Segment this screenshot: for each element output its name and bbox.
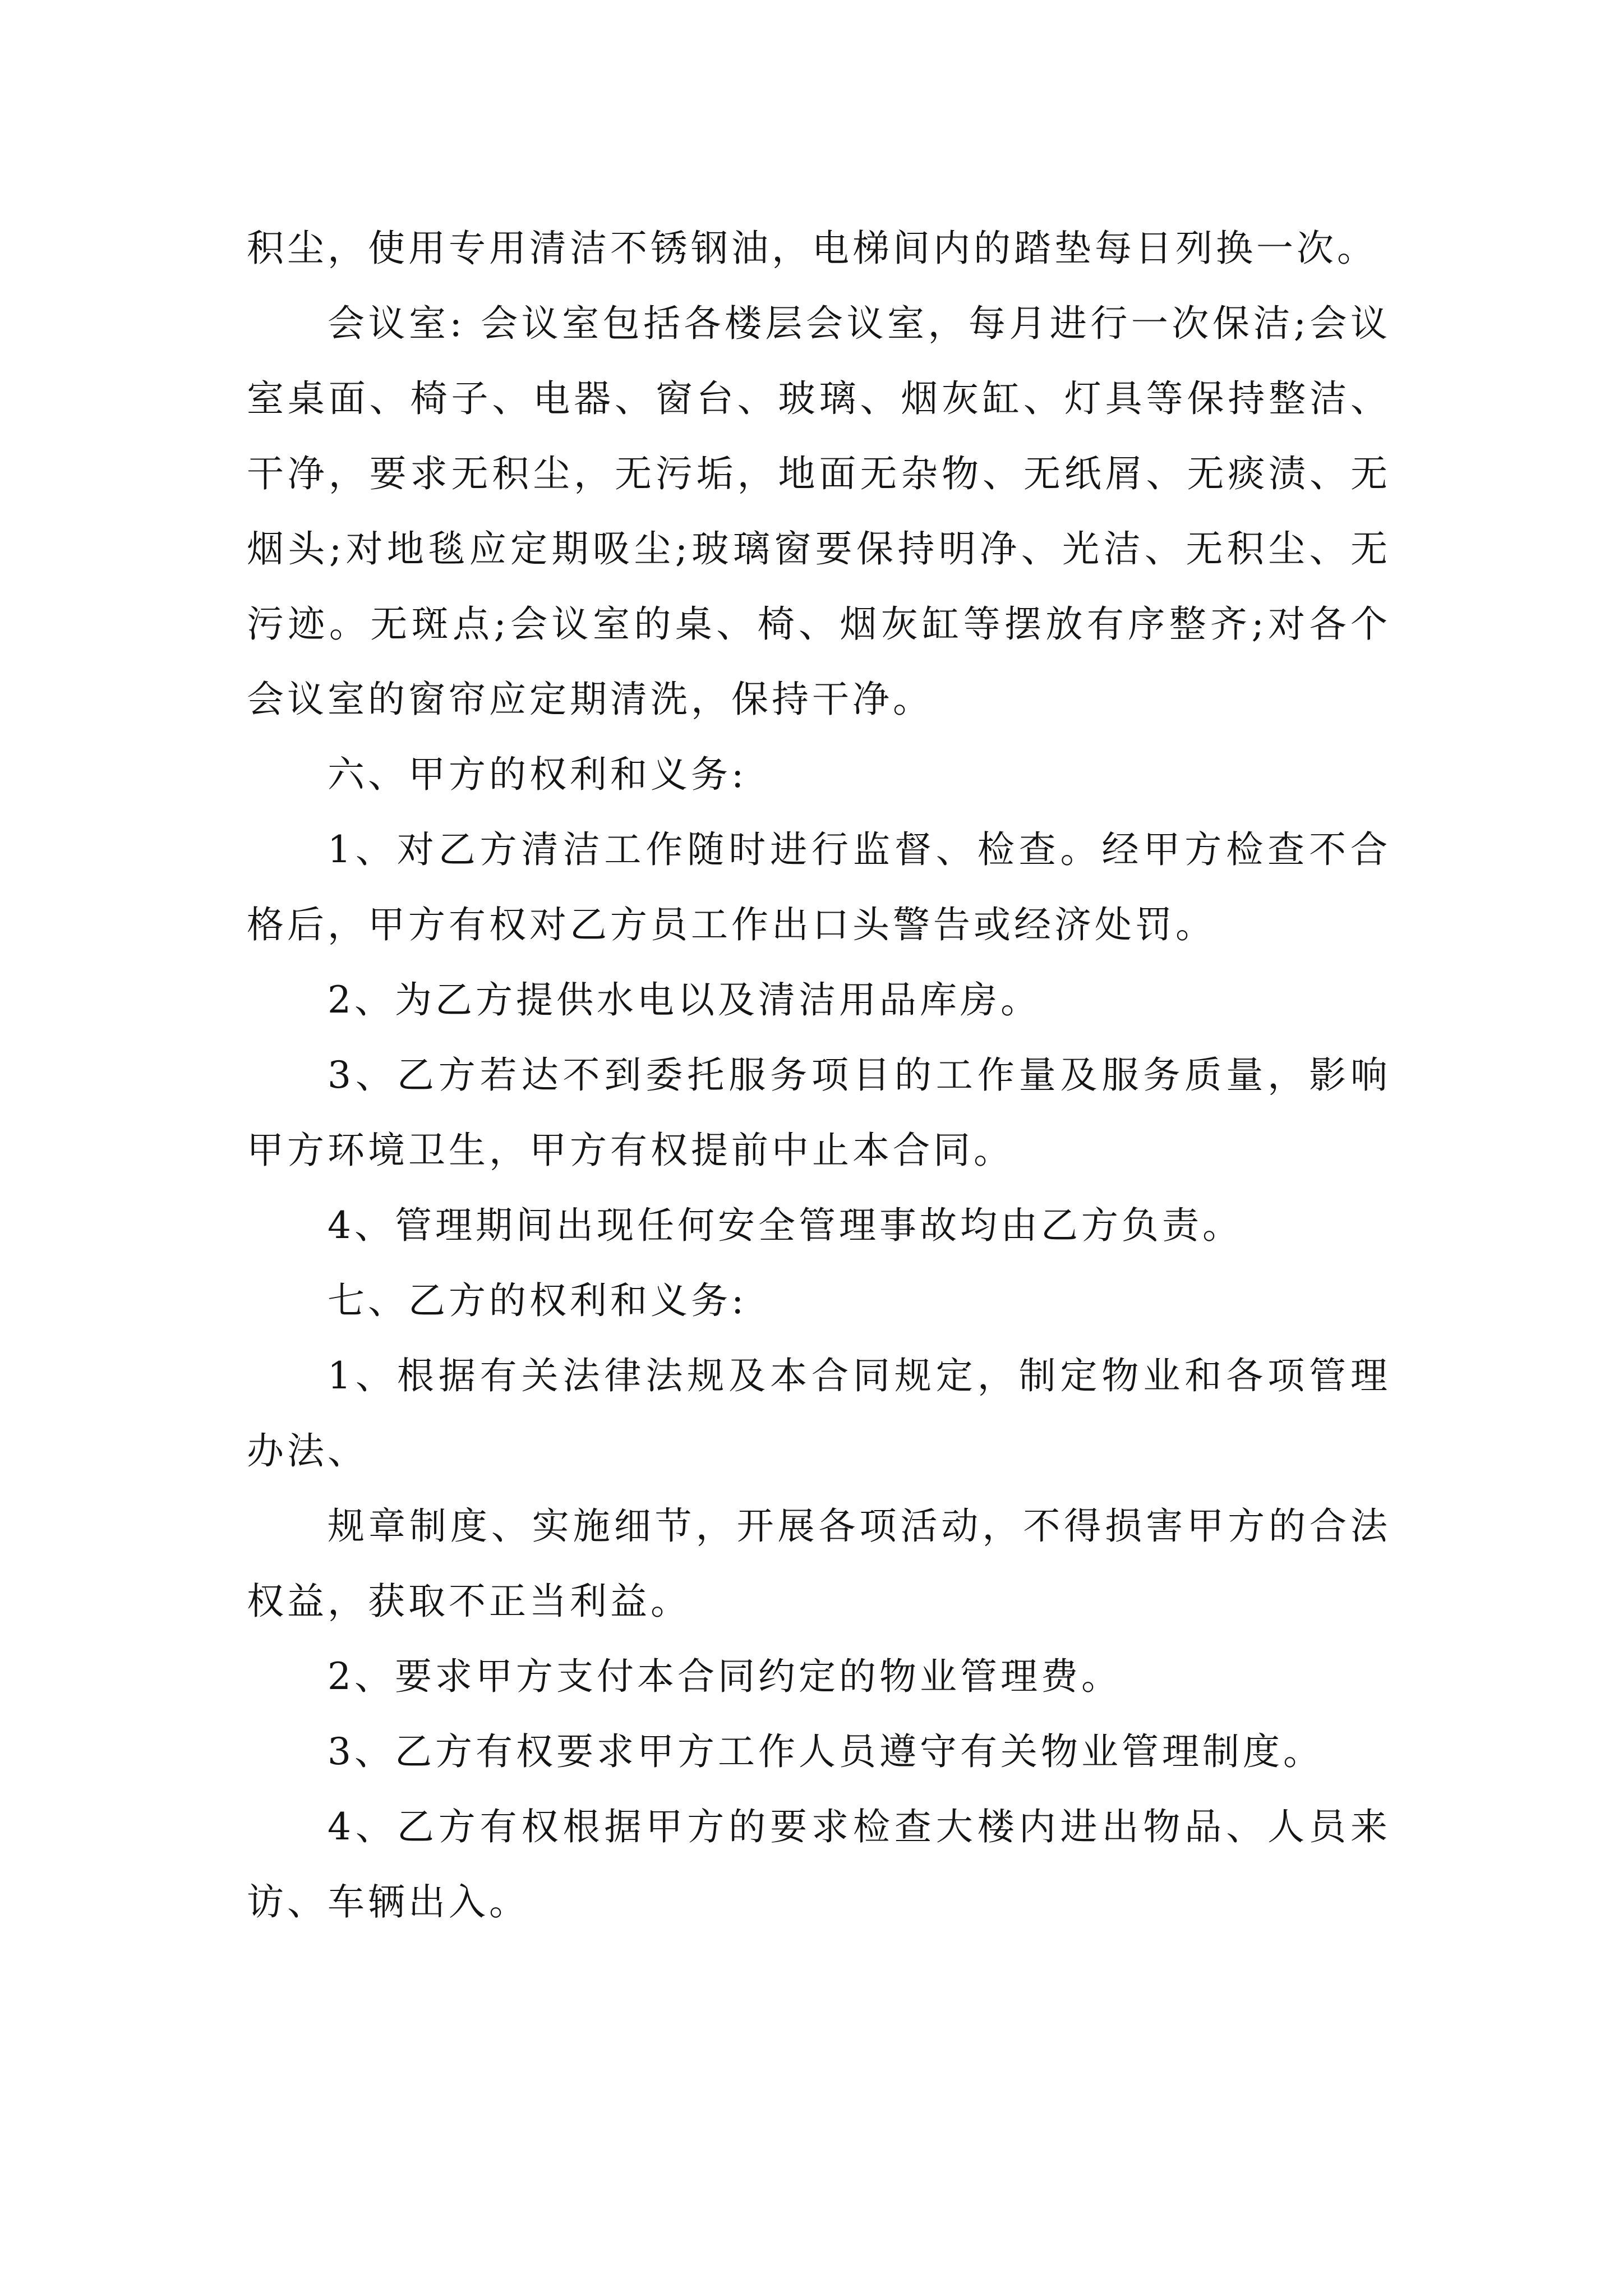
list-item: 1、根据有关法律法规及本合同规定，制定物业和各项管理办法、 <box>247 1354 1391 1473</box>
list-item: 1、对乙方清洁工作随时进行监督、检查。经甲方检查不合格后，甲方有权对乙方员工作出口头警告或经济处罚。 <box>247 828 1391 946</box>
list-item: 4、管理期间出现任何安全管理事故均由乙方负责。 <box>328 1204 1243 1247</box>
document-body <box>247 211 1391 1940</box>
section-heading: 七、乙方的权利和义务: <box>328 1279 748 1322</box>
list-item: 3、乙方若达不到委托服务项目的工作量及服务质量，影响甲方环境卫生，甲方有权提前中止本合同。 <box>247 1053 1391 1172</box>
list-item: 4、乙方有权根据甲方的要求检查大楼内进出物品、人员来访、车辆出入。 <box>247 1805 1391 1924</box>
paragraph: 会议室: 会议室包括各楼层会议室，每月进行一次保洁;会议室桌面、椅子、电器、窗台、玻璃、烟灰缸、灯具等保持整洁、干净，要求无积尘，无污垢，地面无杂物、无纸屑、无痰渍、无烟头;对地毯应定期吸尘;玻璃窗要保持明净、光洁、无积尘、无污迹。无斑点;会议室的桌、椅、烟灰缸等摆放有序整齐;对各个会议室的窗帘应定期清洗，保持干净。 <box>247 302 1391 721</box>
paragraph: 积尘，使用专用清洁不锈钢油，电梯间内的踏垫每日列换一次。 <box>247 227 1377 270</box>
list-item: 3、乙方有权要求甲方工作人员遵守有关物业管理制度。 <box>328 1730 1324 1773</box>
paragraph: 规章制度、实施细节，开展各项活动，不得损害甲方的合法权益，获取不正当利益。 <box>247 1504 1391 1623</box>
list-item: 2、为乙方提供水电以及清洁用品库房。 <box>328 978 1041 1022</box>
list-item: 2、要求甲方支付本合同约定的物业管理费。 <box>328 1655 1122 1698</box>
section-heading: 六、甲方的权利和义务: <box>328 753 748 796</box>
